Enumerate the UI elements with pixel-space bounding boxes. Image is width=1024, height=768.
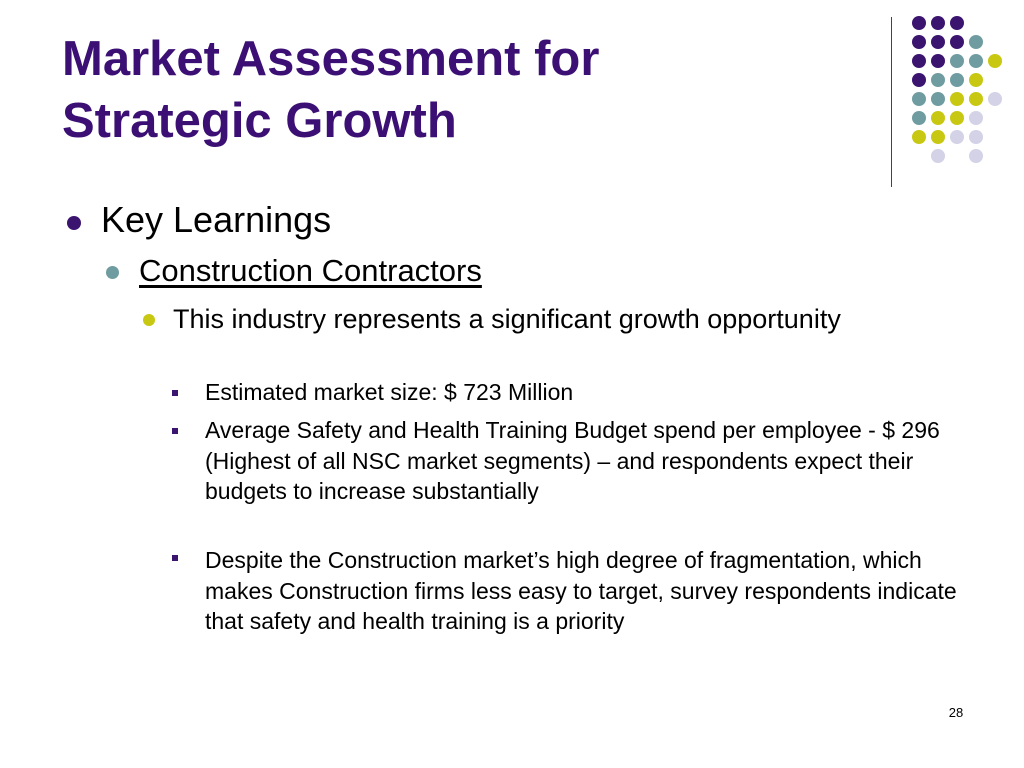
decor-dot [950, 16, 964, 30]
decor-dot [931, 130, 945, 144]
decor-dot [950, 54, 964, 68]
decor-dot [969, 149, 983, 163]
square-bullet-icon [172, 555, 178, 561]
detail-text-3: Despite the Construction market’s high degree of fragmentation, which makes Construction firms less easy to target, survey respondents indicate that safety and health training is a priority [205, 547, 957, 634]
decor-dot [912, 54, 926, 68]
title-line-1: Market Assessment for [62, 32, 600, 86]
decor-dot [950, 35, 964, 49]
decor-dot [931, 16, 945, 30]
square-bullet-icon [172, 390, 178, 396]
decor-dot [969, 35, 983, 49]
dot-grid-icon [0, 0, 1024, 200]
decor-dot [931, 54, 945, 68]
decor-dot [912, 73, 926, 87]
decor-dot [950, 111, 964, 125]
decor-dot [912, 92, 926, 106]
detail-text-1: Estimated market size: $ 723 Million [205, 379, 574, 405]
decor-dot [931, 35, 945, 49]
circle-bullet-icon [67, 216, 81, 230]
decor-dot [931, 73, 945, 87]
decor-dot [969, 73, 983, 87]
title-line-2: Strategic Growth [62, 94, 457, 148]
decor-dot [969, 54, 983, 68]
decor-dot [931, 92, 945, 106]
circle-bullet-icon [143, 314, 155, 326]
page-number: 28 [948, 705, 964, 720]
detail-text-2: Average Safety and Health Training Budget spend per employee - $ 296 (Highest of all NSC market segments) – and respondents expect their budgets to increase substantially [205, 417, 940, 504]
dot-grid-pattern [912, 16, 1002, 163]
decor-dot [988, 92, 1002, 106]
decor-dot [988, 54, 1002, 68]
square-bullet-icon [172, 428, 178, 434]
decor-dot [912, 130, 926, 144]
decor-dot [931, 111, 945, 125]
decor-dot [912, 16, 926, 30]
decor-dot [950, 130, 964, 144]
circle-bullet-icon [106, 266, 119, 279]
decor-dot [950, 73, 964, 87]
level1-text: Key Learnings [101, 199, 332, 240]
decor-dot [931, 149, 945, 163]
level2-link[interactable]: Construction Contractors [139, 253, 482, 288]
decor-dot [912, 111, 926, 125]
decor-dot [969, 92, 983, 106]
decor-dot [969, 111, 983, 125]
decor-dot [912, 35, 926, 49]
decor-dot [969, 130, 983, 144]
decor-dot [950, 92, 964, 106]
level3-text: This industry represents a significant growth opportunity [173, 304, 841, 334]
